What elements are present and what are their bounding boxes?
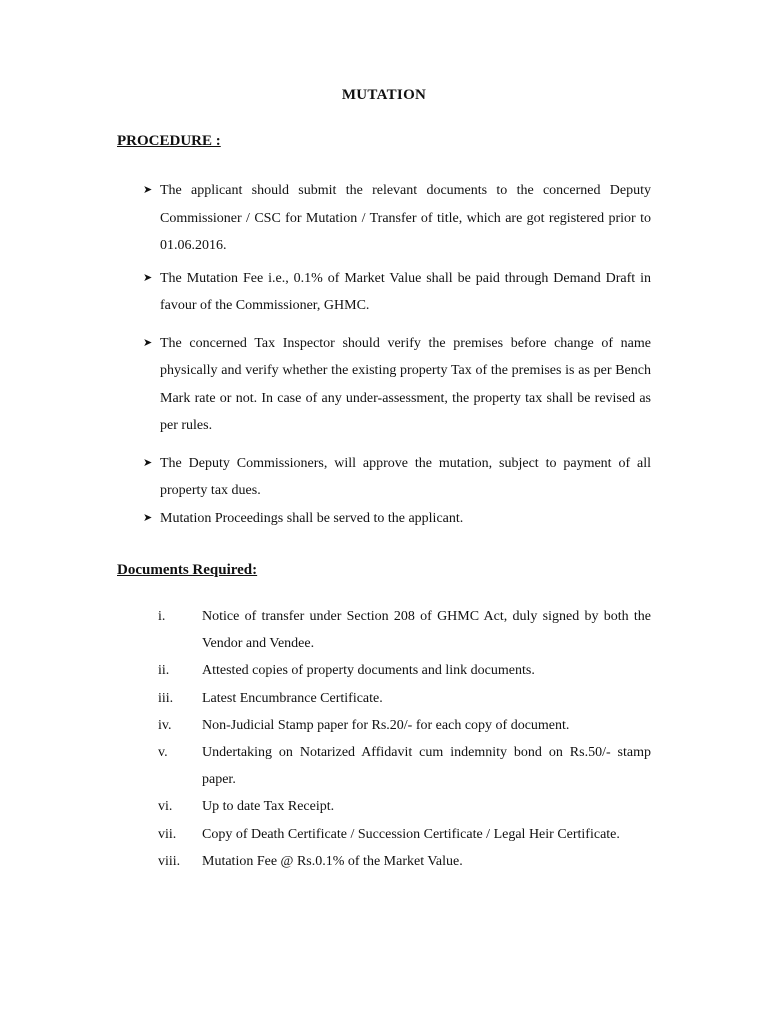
document-item (158, 712, 651, 739)
procedure-item-text: The Deputy Commissioners, will approve the mutation, subject to payment of all property tax dues. (160, 455, 651, 498)
arrow-bullet-icon: ➤ (143, 511, 153, 524)
document-item-number: ii. (158, 663, 170, 679)
document-item (158, 603, 651, 657)
document-item (158, 793, 651, 820)
procedure-item (143, 330, 651, 440)
procedure-item-text: The Mutation Fee i.e., 0.1% of Market Value shall be paid through Demand Draft in favour of the Commissioner, GHMC. (160, 270, 651, 313)
procedure-item (143, 505, 651, 533)
document-item-text: Undertaking on Notarized Affidavit cum indemnity bond on Rs.50/- stamp paper. (202, 745, 651, 788)
document-item (158, 657, 651, 684)
arrow-bullet-icon: ➤ (143, 184, 153, 196)
document-item-number: iv. (158, 717, 172, 733)
document-item-text: Up to date Tax Receipt. (202, 799, 335, 815)
arrow-bullet-icon: ➤ (143, 271, 153, 284)
documents-heading: Documents Required: (117, 562, 258, 578)
page-title: MUTATION (341, 87, 427, 103)
document-item (158, 739, 651, 793)
document-item-text: Attested copies of property documents and link documents. (202, 663, 535, 679)
document-item (158, 848, 651, 875)
document-item-text: Mutation Fee @ Rs.0.1% of the Market Value. (202, 853, 463, 869)
procedure-item (143, 265, 651, 320)
document-item-text: Copy of Death Certificate / Succession Certificate / Legal Heir Certificate. (202, 826, 620, 842)
procedure-heading: PROCEDURE : (117, 133, 221, 149)
procedure-item-text: The applicant should submit the relevant documents to the concerned Deputy Commissioner / CSC for Mutation / Transfer of title, which are got registered prior to 01.06.2016. (160, 183, 651, 253)
arrow-bullet-icon: ➤ (143, 336, 153, 349)
document-item-number: viii. (158, 853, 181, 869)
procedure-item-text: Mutation Proceedings shall be served to the applicant. (160, 510, 464, 526)
procedure-item (143, 450, 651, 505)
document-item-number: i. (158, 609, 166, 624)
document-item-number: v. (158, 745, 168, 761)
procedure-item-text: The concerned Tax Inspector should verify the premises before change of name physically and verify whether the existing property Tax of the premises is as per Bench Mark rate or not. In case of any under-assessment, the property tax shall be revised as per rules. (160, 335, 651, 433)
procedure-item (143, 177, 651, 260)
document-item-text: Non-Judicial Stamp paper for Rs.20/- for each copy of document. (202, 717, 570, 733)
document-item-number: vii. (158, 826, 177, 842)
document-item-text: Notice of transfer under Section 208 of GHMC Act, duly signed by both the Vendor and Vendee. (202, 609, 651, 652)
document-item (158, 685, 651, 712)
arrow-bullet-icon: ➤ (143, 456, 153, 469)
document-item (158, 821, 651, 848)
document-item-text: Latest Encumbrance Certificate. (202, 690, 383, 706)
document-item-number: iii. (158, 690, 174, 706)
procedure-list (143, 177, 651, 532)
documents-list (158, 603, 651, 875)
document-item-number: vi. (158, 799, 173, 815)
